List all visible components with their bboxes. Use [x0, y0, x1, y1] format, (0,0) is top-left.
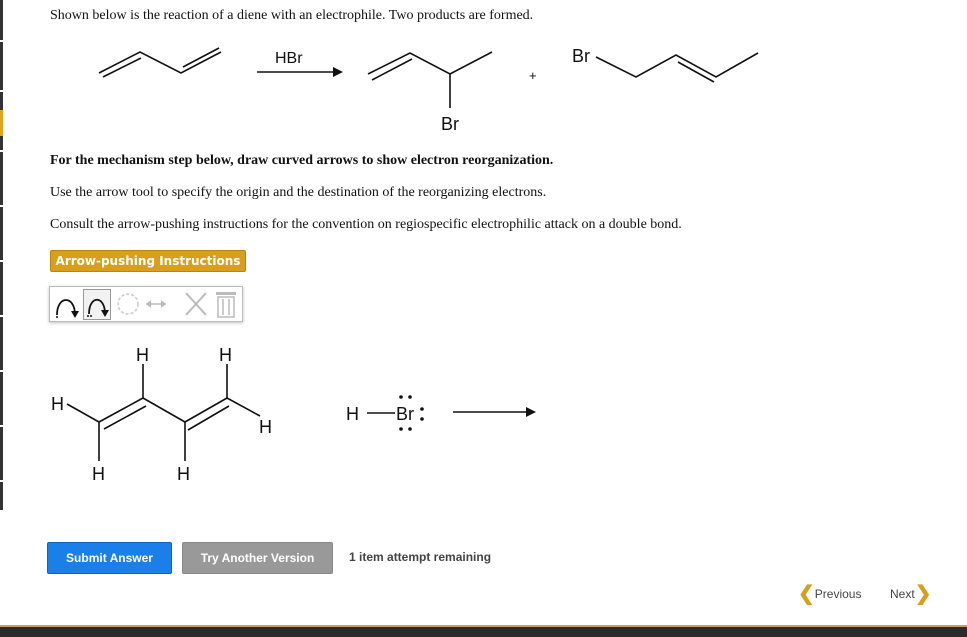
- product1-br-label: Br: [441, 114, 459, 134]
- previous-label: Previous: [814, 587, 862, 601]
- chevron-left-icon: ❮: [798, 583, 815, 605]
- c1-c2-double-bond: [104, 406, 146, 429]
- intro-text: Shown below is the reaction of a diene with an electrophile. Two products are formed.: [50, 8, 534, 23]
- next-button[interactable]: [890, 583, 932, 605]
- h-label: H: [177, 464, 190, 484]
- plus-sign: +: [529, 68, 537, 83]
- submit-answer-button[interactable]: Submit Answer: [47, 542, 172, 574]
- h-label: H: [51, 394, 64, 414]
- next-label: Next: [890, 587, 915, 601]
- c3-c4-double-bond: [188, 406, 229, 430]
- bottom-bar: [0, 625, 967, 637]
- reagent-label: HBr: [275, 50, 303, 67]
- instruction-arrow-tool: Use the arrow tool to specify the origin and the destination of the reorganizing electrons.: [50, 185, 547, 200]
- bond-h1-c1: [67, 404, 99, 422]
- try-another-version-button[interactable]: Try Another Version: [182, 542, 333, 574]
- instruction-bold: For the mechanism step below, draw curved arrows to show electron reorganization.: [50, 153, 554, 168]
- hbr-br-label: Br: [396, 404, 414, 424]
- h-label: H: [136, 345, 149, 365]
- previous-button[interactable]: [798, 583, 862, 605]
- mechanism-arrow-head: [526, 407, 536, 417]
- hbr-h-label: H: [346, 404, 359, 424]
- product2-br-label: Br: [572, 46, 590, 66]
- arrow-pushing-instructions-button[interactable]: Arrow-pushing Instructions: [50, 250, 246, 272]
- h-label: H: [92, 464, 105, 484]
- h-label: H: [219, 345, 232, 365]
- c2-c3-bond: [143, 398, 185, 422]
- bond-c4-h: [227, 398, 260, 416]
- attempts-remaining: 1 item attempt remaining: [349, 550, 492, 564]
- chevron-right-icon: ❯: [914, 583, 932, 605]
- c1-c2-bond: [99, 398, 143, 422]
- h-label: H: [259, 417, 272, 437]
- instruction-consult: Consult the arrow-pushing instructions for the convention on regiospecific electrophilic attack on a double bond.: [50, 217, 682, 232]
